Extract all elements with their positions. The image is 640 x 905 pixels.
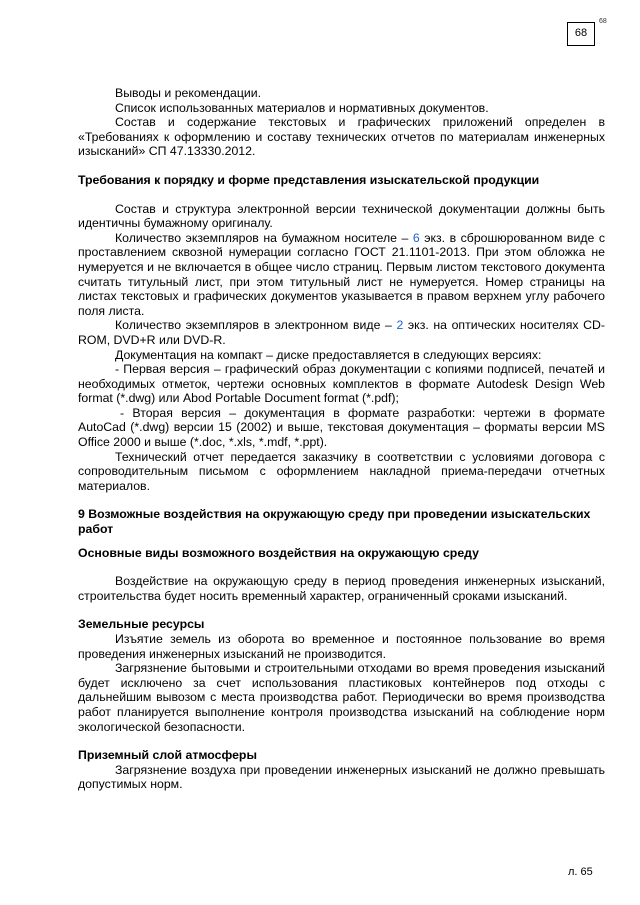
heading-section-9: 9 Возможные воздействия на окружающую среду при проведении изыскательских работ: [78, 507, 591, 537]
paragraph-electronic-copies: [78, 318, 605, 347]
paragraph-conclusions: Выводы и рекомендации.: [115, 86, 262, 100]
paragraph-appendix-composition: Состав и содержание текстовых и графических приложений определен в «Требованиях к оформлению и составу технических отчетов по материалам инженерных изысканий» СП 47.13330.2012.: [78, 115, 605, 159]
electronic-copies-text-b: экз. на оптических носителях CD-ROM, DVD+R или DVD-R.: [78, 318, 605, 347]
paragraph-air-pollution: Загрязнение воздуха при проведении инженерных изысканий не должно превышать допустимых норм.: [78, 762, 605, 792]
paragraph-second-version: - Вторая версия – документация в формате разработки: чертежи в формате AutoCad (*.dwg) версии 15 (2002) и выше, текстовая документация – форматы версии MS Office 2000 и выше (*.doc, *.xls, *.mdf, *.ppt).: [78, 405, 605, 450]
paragraph-report-transfer: Технический отчет передается заказчику в соответствии с условиями договора с сопроводительным письмом с оформлением накладной приема-передачи отчетных материалов.: [78, 449, 605, 493]
electronic-copies-count: 2: [396, 318, 404, 333]
heading-land-resources: Земельные ресурсы: [78, 617, 205, 632]
document-body: [78, 86, 605, 792]
paper-copies-count: 6: [412, 230, 420, 245]
paragraph-paper-copies: [78, 231, 605, 319]
electronic-copies-text-a: Количество экземпляров в электронном виде –: [115, 318, 397, 333]
paragraph-cd-versions: Документация на компакт – диске предоставляется в следующих версиях:: [115, 347, 542, 362]
page-number-small: 68: [599, 18, 607, 25]
paper-copies-text-b: экз. в сброшюрованном виде с проставлением сквозной нумерации согласно ГОСТ 21.1101-2013. При этом обложка не нумеруется и не включается в общее число страниц. Первым листом текстового документа считать титульный лист, при этом титульный лист не нумеруется. Номер страницы на листах текстовых и графических документов указывается в правом верхнем углу рабочего поля листа.: [78, 230, 605, 318]
paragraph-electronic-version: Состав и структура электронной версии технической документации должны быть идентичны бумажному оригиналу.: [78, 201, 605, 231]
page-number-box: 68: [567, 22, 595, 46]
paper-copies-text-a: Количество экземпляров на бумажном носителе –: [115, 230, 413, 245]
paragraph-waste-pollution: Загрязнение бытовыми и строительными отходами во время проведения изысканий будет исключено за счет использования пластиковых контейнеров под отходы с дальнейшим вывозом с места производства работ. Периодически во время производства работ планируется выполнение контроля производства изысканий на соблюдение норм экологической безопасности.: [78, 661, 605, 734]
heading-surface-atmosphere: Приземный слой атмосферы: [78, 748, 257, 763]
paragraph-land-withdrawal: Изъятие земель из оборота во временное и постоянное пользование во время проведения инженерных изысканий не производится.: [78, 632, 605, 661]
heading-product-requirements: Требования к порядку и форме представления изыскательской продукции: [78, 172, 540, 187]
paragraph-reference-list: Список использованных материалов и нормативных документов.: [115, 100, 489, 115]
heading-main-impacts: Основные виды возможного воздействия на окружающую среду: [78, 545, 479, 560]
paragraph-first-version: - Первая версия – графический образ документации с копиями подписей, печатей и необходимых отметок, чертежи основных комплектов в формате Autodesk Design Web format (*.dwg) или Abod Portable Document format (*.pdf);: [78, 362, 605, 406]
sheet-number: л. 65: [568, 866, 593, 878]
paragraph-impact-temporary: Воздействие на окружающую среду в период проведения инженерных изысканий, строительства будет носить временный характер, ограниченный сроками изысканий.: [78, 574, 605, 603]
